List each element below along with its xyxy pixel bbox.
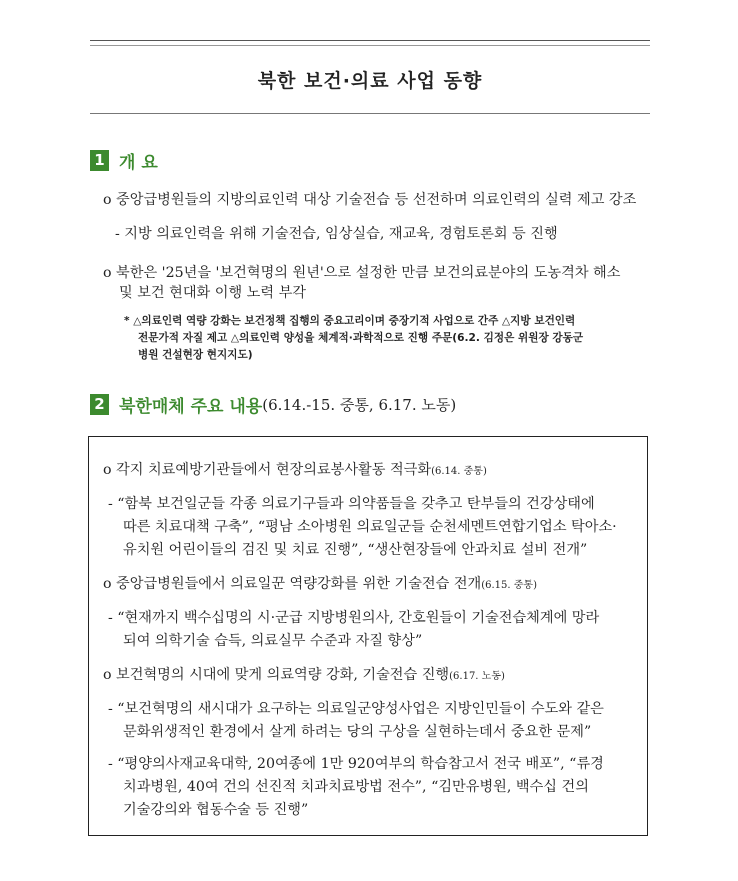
title-divider: [90, 113, 650, 114]
quote-line: - “현재까지 백수십명의 시·군급 지방병원의사, 간호원들이 기술전습체계에 망라: [108, 610, 600, 626]
section-2-heading: [90, 392, 456, 417]
section-number-badge: 2: [90, 394, 109, 415]
quote-line: 되여 의학기술 습득, 의료실무 수준과 자질 향상”: [123, 633, 423, 649]
overview-bullet-2-cont: 및 보건 현대화 이행 노력 부각: [119, 285, 307, 301]
media-item-text: o 각지 치료예방기관들에서 현장의료봉사활동 적극화: [103, 462, 432, 478]
section-number-badge: 1: [90, 150, 109, 171]
footnote-line: * △의료인력 역량 강화는 보건정책 집행의 중요고리이며 중장기적 사업으로 간주 △지방 보건인력: [124, 315, 576, 327]
media-item-3: [103, 663, 505, 689]
quote-line: 따른 치료대책 구축”, “평남 소아병원 의료일군들 순천세멘트연합기업소 탁아소·: [123, 519, 617, 535]
section-title: 개 요: [119, 153, 158, 173]
footnote-line: 전문가적 자질 제고 △의료인력 양성을 체계적·과학적으로 진행 주문(6.2. 김정은 위원장 강동군: [138, 332, 584, 344]
media-source: (6.14. 중통): [431, 466, 487, 477]
overview-bullet-1: o 중앙급병원들의 지방의료인력 대상 기술전습 등 선전하며 의료인력의 실력 제고 강조: [103, 192, 637, 208]
quote-line: 문화위생적인 환경에서 살게 하려는 당의 구상을 실현하는데서 중요한 문제”: [123, 724, 592, 740]
quote-line: - “보건혁명의 새시대가 요구하는 의료일군양성사업은 지방인민들이 수도와 같은: [108, 701, 604, 717]
media-item-1: [103, 458, 487, 484]
section-title: 북한매체 주요 내용: [119, 397, 263, 417]
page-title: 북한 보건·의료 사업 동향: [257, 70, 483, 92]
media-source: (6.17. 노동): [449, 671, 505, 682]
quote-line: 기술강의와 협동수술 등 진행”: [123, 802, 309, 818]
quote-line: - “평양의사재교육대학, 20여종에 1만 920여부의 학습참고서 전국 배포”, “류경: [108, 756, 604, 772]
quote-line: 유치원 어린이들의 검진 및 치료 진행”, “생산현장들에 안과치료 설비 전개”: [123, 542, 588, 558]
top-double-rule-lower: [90, 45, 650, 46]
media-source: (6.15. 중통): [481, 580, 537, 591]
quote-line: - “함북 보건일군들 각종 의료기구들과 의약품들을 갖추고 탄부들의 건강상태에: [108, 496, 595, 512]
top-double-rule: [90, 40, 650, 41]
media-item-text: o 보건혁명의 시대에 맞게 의료역량 강화, 기술전습 진행: [103, 667, 450, 683]
footnote-line: 병원 건설현장 현지지도): [138, 349, 253, 361]
section-1-heading: [90, 148, 158, 173]
quote-line: 치과병원, 40여 건의 선진적 치과치료방법 전수”, “김만유병원, 백수십 건의: [123, 779, 589, 795]
media-item-2: [103, 572, 537, 598]
section-date-range: (6.14.-15. 중통, 6.17. 노동): [262, 396, 457, 414]
overview-sub-item: - 지방 의료인력을 위해 기술전습, 임상실습, 재교육, 경험토론회 등 진행: [115, 226, 558, 242]
overview-bullet-2: o 북한은 '25년을 '보건혁명의 원년'으로 설정한 만큼 보건의료분야의 도농격차 해소: [103, 265, 621, 281]
media-item-text: o 중앙급병원들에서 의료일꾼 역량강화를 위한 기술전습 전개: [103, 576, 482, 592]
